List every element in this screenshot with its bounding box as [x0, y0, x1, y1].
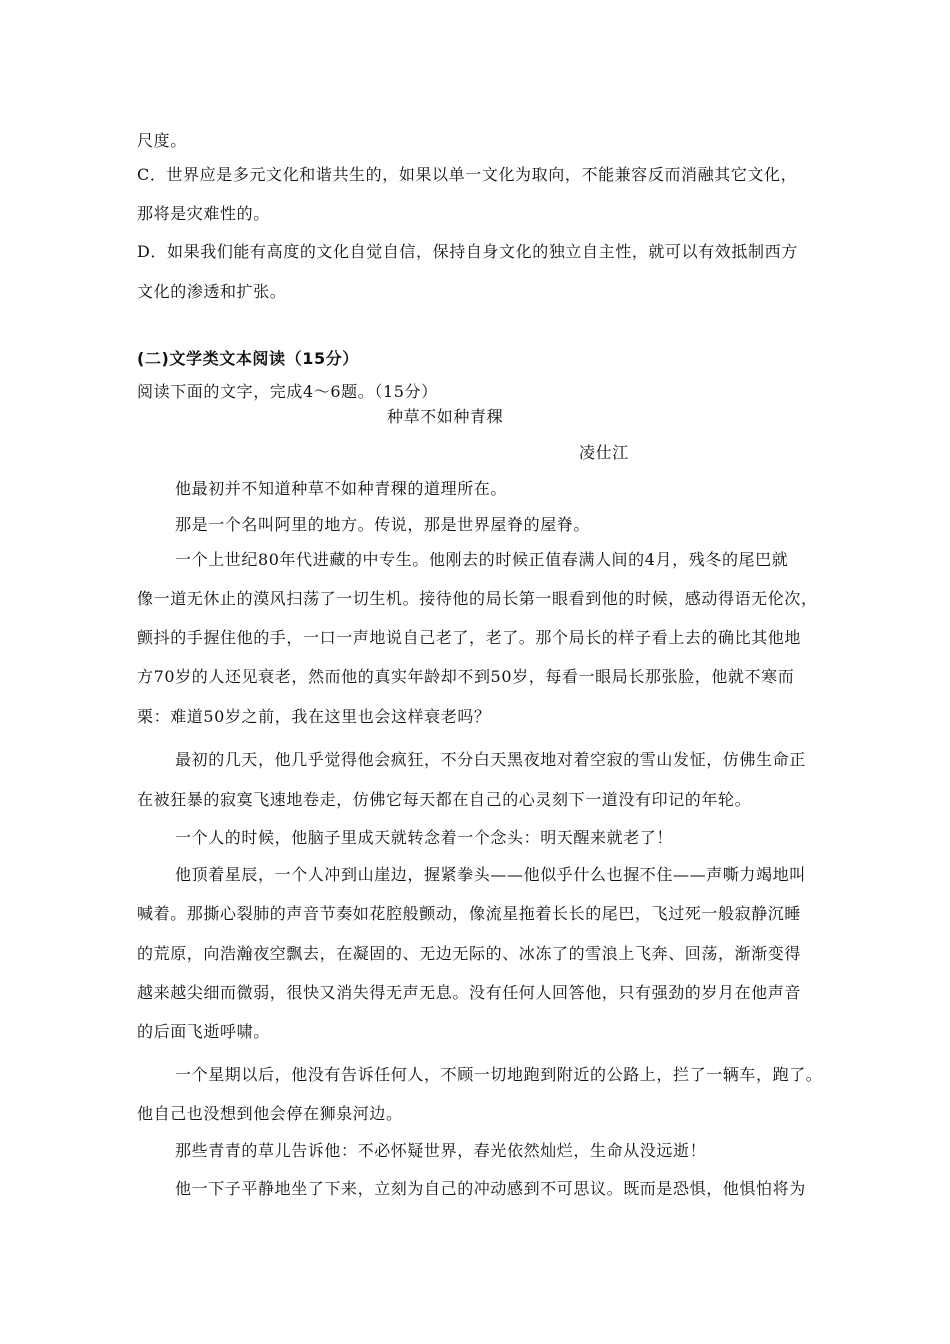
article-line: 一个人的时候，他脑子里成天就转念着一个念头：明天醒来就老了！ — [175, 828, 674, 847]
article-line: 像一道无休止的漠风扫荡了一切生机。接待他的局长第一眼看到他的时候，感动得语无伦次， — [137, 589, 818, 608]
article-line: 那是一个名叫阿里的地方。传说，那是世界屋脊的屋脊。 — [175, 515, 591, 534]
option-c-line-1: C．世界应是多元文化和谐共生的，如果以单一文化为取向，不能兼容反而消融其它文化， — [137, 165, 798, 184]
article-line: 的荒原，向浩瀚夜空飘去，在凝固的、无边无际的、冰冻了的雪浪上飞奔、回荡，渐渐变得 — [137, 944, 802, 963]
article-line: 在被狂暴的寂寞飞速地卷走，仿佛它每天都在自己的心灵刻下一道没有印记的年轮。 — [137, 790, 752, 809]
article-line: 喊着。那撕心裂肺的声音节奏如花腔般颤动，像流星拖着长长的尾巴，飞过死一般寂静沉睡 — [137, 904, 802, 923]
article-line: 栗：难道50岁之前，我在这里也会这样衰老吗？ — [137, 707, 491, 726]
article-line: 一个上世纪80年代进藏的中专生。他刚去的时候正值春满人间的4月，残冬的尾巴就 — [175, 550, 789, 569]
option-b-continuation: 尺度。 — [137, 131, 187, 150]
article-line: 他自己也没想到他会停在狮泉河边。 — [137, 1104, 403, 1123]
section-heading: (二)文学类文本阅读（15分） — [137, 349, 359, 368]
article-line: 一个星期以后，他没有告诉任何人，不顾一切地跑到附近的公路上，拦了一辆车，跑了。 — [175, 1065, 823, 1084]
article-line: 他一下子平静地坐了下来，立刻为自己的冲动感到不可思议。既而是恐惧，他惧怕将为 — [175, 1179, 806, 1198]
article-title: 种草不如种青稞 — [387, 407, 504, 426]
article-line: 颤抖的手握住他的手，一口一声地说自己老了，老了。那个局长的样子看上去的确比其他地 — [137, 628, 802, 647]
article-line: 方70岁的人还见衰老，然而他的真实年龄却不到50岁，每看一眼局长那张脸，他就不寒而 — [137, 667, 795, 686]
article-line: 那些青青的草儿告诉他：不必怀疑世界，春光依然灿烂，生命从没远逝！ — [175, 1141, 707, 1160]
article-line: 越来越尖细而微弱，很快又消失得无声无息。没有任何人回答他，只有强劲的岁月在他声音 — [137, 983, 802, 1002]
option-c-line-2: 那将是灾难性的。 — [137, 204, 270, 223]
article-line: 他最初并不知道种草不如种青稞的道理所在。 — [175, 479, 508, 498]
option-d-line-1: D．如果我们能有高度的文化自觉自信，保持自身文化的独立自主性，就可以有效抵制西方 — [137, 242, 798, 261]
article-author: 凌仕江 — [579, 443, 629, 462]
section-instruction: 阅读下面的文字，完成4～6题。（15分） — [137, 382, 438, 401]
article-line: 最初的几天，他几乎觉得他会疯狂，不分白天黑夜地对着空寂的雪山发怔，仿佛生命正 — [175, 750, 806, 769]
article-line: 的后面飞逝呼啸。 — [137, 1022, 270, 1041]
option-d-line-2: 文化的渗透和扩张。 — [137, 282, 287, 301]
article-line: 他顶着星辰，一个人冲到山崖边，握紧拳头——他似乎什么也握不住——声嘶力竭地叫 — [175, 865, 806, 884]
